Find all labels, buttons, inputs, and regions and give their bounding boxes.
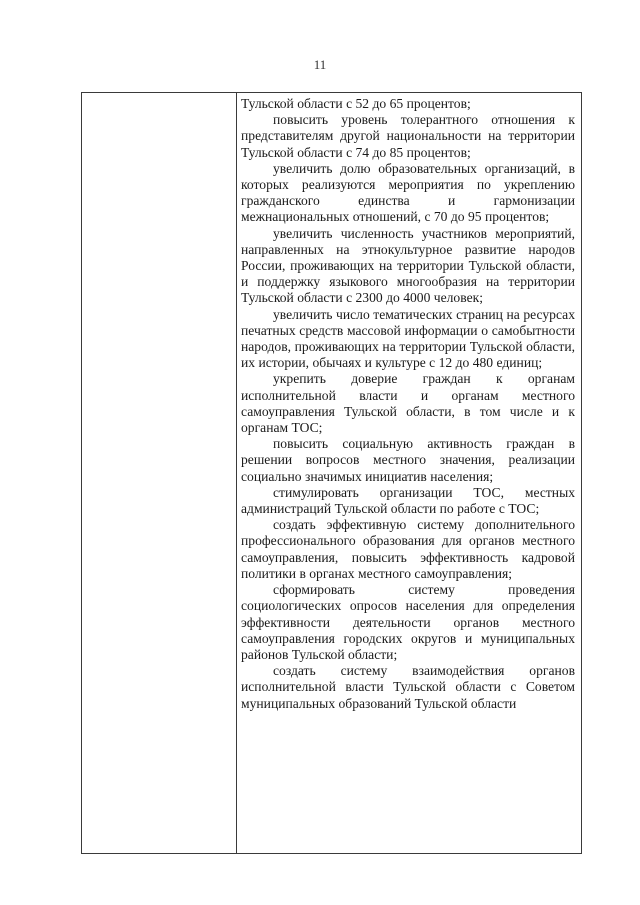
table-paragraph: создать систему взаимодействия органов исполнительной власти Тульской области с Советом муниципальных образований Тульской области xyxy=(241,663,575,711)
table-left-cell xyxy=(82,93,237,853)
table-paragraph: увеличить долю образовательных организаций, в которых реализуются мероприятия по укреплению гражданского единства и гармонизации межнациональных отношений, с 70 до 95 процентов; xyxy=(241,160,575,225)
table-right-cell xyxy=(241,96,575,712)
table-paragraph: повысить уровень толерантного отношения к представителям другой национальности на территории Тульской области с 74 до 85 процентов; xyxy=(241,112,575,160)
table-paragraph: Тульской области с 52 до 65 процентов; xyxy=(241,96,471,111)
table-paragraph: увеличить численность участников мероприятий, направленных на этнокультурное развитие народов России, проживающих на территории Тульской области, и поддержку языкового многообразия на территории Тульской области с 2300 до 4000 человек; xyxy=(241,225,575,306)
table-paragraph: укрепить доверие граждан к органам исполнительной власти и органам местного самоуправления Тульской области, в том числе и к органам ТОС; xyxy=(241,371,575,436)
table-paragraph: стимулировать организации ТОС, местных администраций Тульской области по работе с ТОС; xyxy=(241,484,575,517)
page-number: 11 xyxy=(313,57,327,72)
table-paragraph: сформировать систему проведения социологических опросов населения для определения эффективности деятельности органов местного самоуправления городских округов и муниципальных районов Тульской области; xyxy=(241,582,575,662)
table-paragraph: создать эффективную систему дополнительного профессионального образования для органов местного самоуправления, повысить эффективность кадровой политики в органах местного самоуправления; xyxy=(241,517,575,581)
document-table xyxy=(81,92,582,854)
table-paragraph: повысить социальную активность граждан в решении вопросов местного значения, реализации социально значимых инициатив населения; xyxy=(241,436,575,484)
table-paragraph: увеличить число тематических страниц на ресурсах печатных средств массовой информации о самобытности народов, проживающих на территории Тульской области, их истории, обычаях и культуре с 12 до 480 единиц; xyxy=(241,306,575,371)
